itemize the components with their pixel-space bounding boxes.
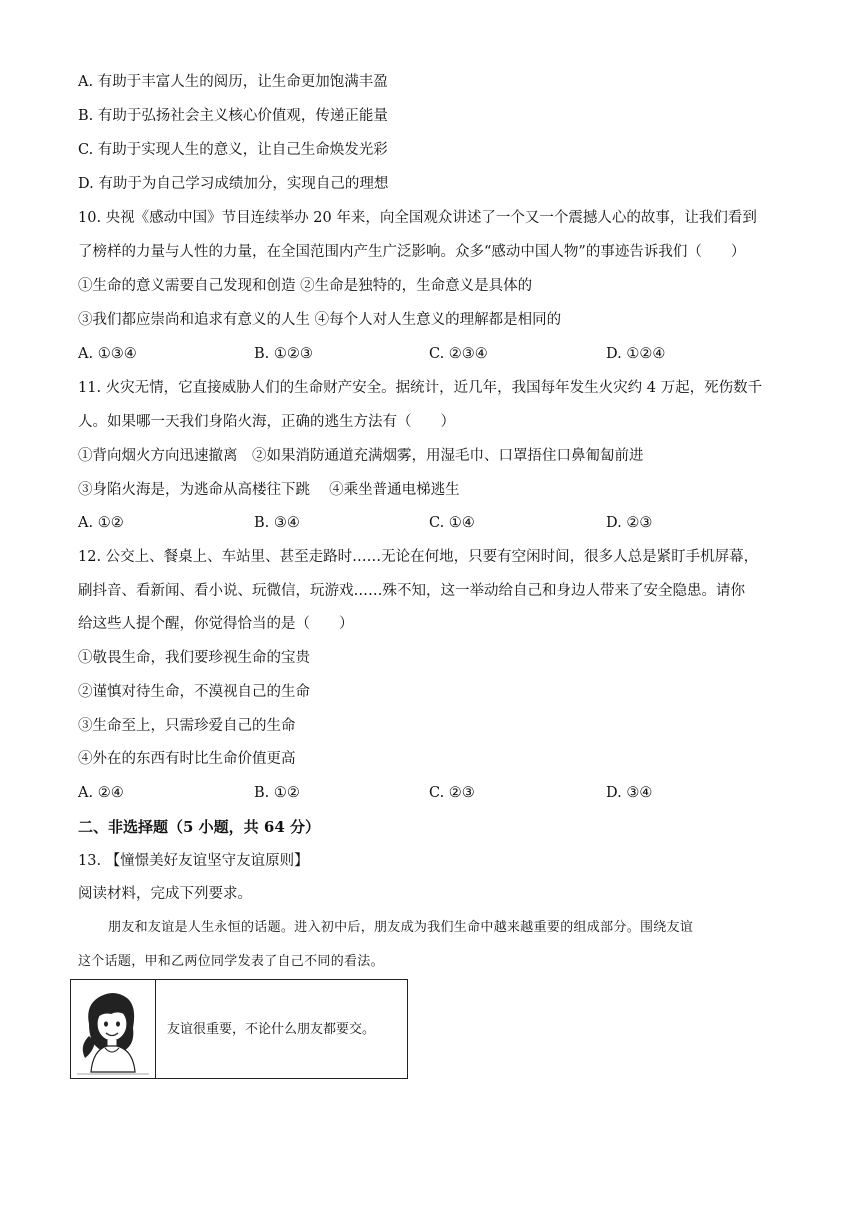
q11-option-b: B. ③④ <box>254 515 300 531</box>
q13-material-line2: 这个话题，甲和乙两位同学发表了自己不同的看法。 <box>78 954 384 969</box>
girl-cartoon-icon <box>75 984 151 1076</box>
opinion-table <box>70 979 408 1079</box>
q10-statement-line1: ①生命的意义需要自己发现和创造 ②生命是独特的，生命意义是具体的 <box>78 278 533 294</box>
q9-option-a: A. 有助于丰富人生的阅历，让生命更加饱满丰盈 <box>78 74 388 90</box>
q10-stem-line2: 了榜样的力量与人性的力量，在全国范围内产生广泛影响。众多“感动中国人物”的事迹告诉我们（ ） <box>78 244 746 260</box>
q12-option-c: C. ②③ <box>429 785 475 801</box>
q13-title: 13. 【憧憬美好友谊坚守友谊原则】 <box>78 853 309 869</box>
q11-stem-line2: 人。如果哪一天我们身陷火海，正确的逃生方法有（ ） <box>78 414 455 430</box>
q10-stem-line1: 10. 央视《感动中国》节目连续举办 20 年来，向全国观众讲述了一个又一个震撼人心的故事，让我们看到 <box>78 210 757 226</box>
table-divider <box>155 980 156 1078</box>
q11-options <box>78 513 778 533</box>
q9-option-d: D. 有助于为自己学习成绩加分，实现自己的理想 <box>78 176 389 192</box>
student-quote: 友谊很重要，不论什么朋友都要交。 <box>167 1022 376 1037</box>
q12-stem-line2: 刷抖音、看新闻、看小说、玩微信，玩游戏……殊不知，这一举动给自己和身边人带来了安全隐患。请你 <box>78 583 745 599</box>
q13-material-line1: 朋友和友谊是人生永恒的话题。进入初中后，朋友成为我们生命中越来越重要的组成部分。围绕友谊 <box>108 920 694 935</box>
q11-statement-line1: ①背向烟火方向迅速撤离 ②如果消防通道充满烟雾，用湿毛巾、口罩捂住口鼻匍匐前进 <box>78 448 644 464</box>
q10-option-c: C. ②③④ <box>429 346 488 362</box>
q11-option-c: C. ①④ <box>429 515 475 531</box>
q12-statement-2: ②谨慎对待生命，不漠视自己的生命 <box>78 684 310 700</box>
q10-option-b: B. ①②③ <box>254 346 313 362</box>
q12-option-a: A. ②④ <box>78 785 124 801</box>
section-heading: 二、非选择题（5 小题，共 64 分） <box>78 818 320 836</box>
q9-option-b: B. 有助于弘扬社会主义核心价值观，传递正能量 <box>78 108 388 124</box>
q12-option-b: B. ①② <box>254 785 300 801</box>
q12-statement-1: ①敬畏生命，我们要珍视生命的宝贵 <box>78 650 310 666</box>
q11-statement-line2: ③身陷火海是，为逃命从高楼往下跳 ④乘坐普通电梯逃生 <box>78 482 460 498</box>
q11-stem-line1: 11. 火灾无情，它直接威胁人们的生命财产安全。据统计，近几年，我国每年发生火灾约 4 万起，死伤数千 <box>78 380 763 396</box>
q12-stem-line3: 给这些人提个醒，你觉得恰当的是（ ） <box>78 616 354 632</box>
q13-instruction: 阅读材料，完成下列要求。 <box>78 886 252 902</box>
q12-statement-3: ③生命至上，只需珍爱自己的生命 <box>78 718 296 734</box>
q11-option-d: D. ②③ <box>606 515 653 531</box>
q12-options <box>78 783 778 803</box>
q10-option-a: A. ①③④ <box>78 346 137 362</box>
q11-option-a: A. ①② <box>78 515 124 531</box>
q12-option-d: D. ③④ <box>606 785 653 801</box>
q10-options <box>78 344 778 364</box>
q12-statement-4: ④外在的东西有时比生命价值更高 <box>78 751 296 767</box>
q9-option-c: C. 有助于实现人生的意义，让自己生命焕发光彩 <box>78 142 388 158</box>
q10-statement-line2: ③我们都应崇尚和追求有意义的人生 ④每个人对人生意义的理解都是相同的 <box>78 312 562 328</box>
q12-stem-line1: 12. 公交上、餐桌上、车站里、甚至走路时……无论在何地，只要有空闲时间，很多人总是紧盯手机屏幕， <box>78 549 759 565</box>
q10-option-d: D. ①②④ <box>606 346 666 362</box>
